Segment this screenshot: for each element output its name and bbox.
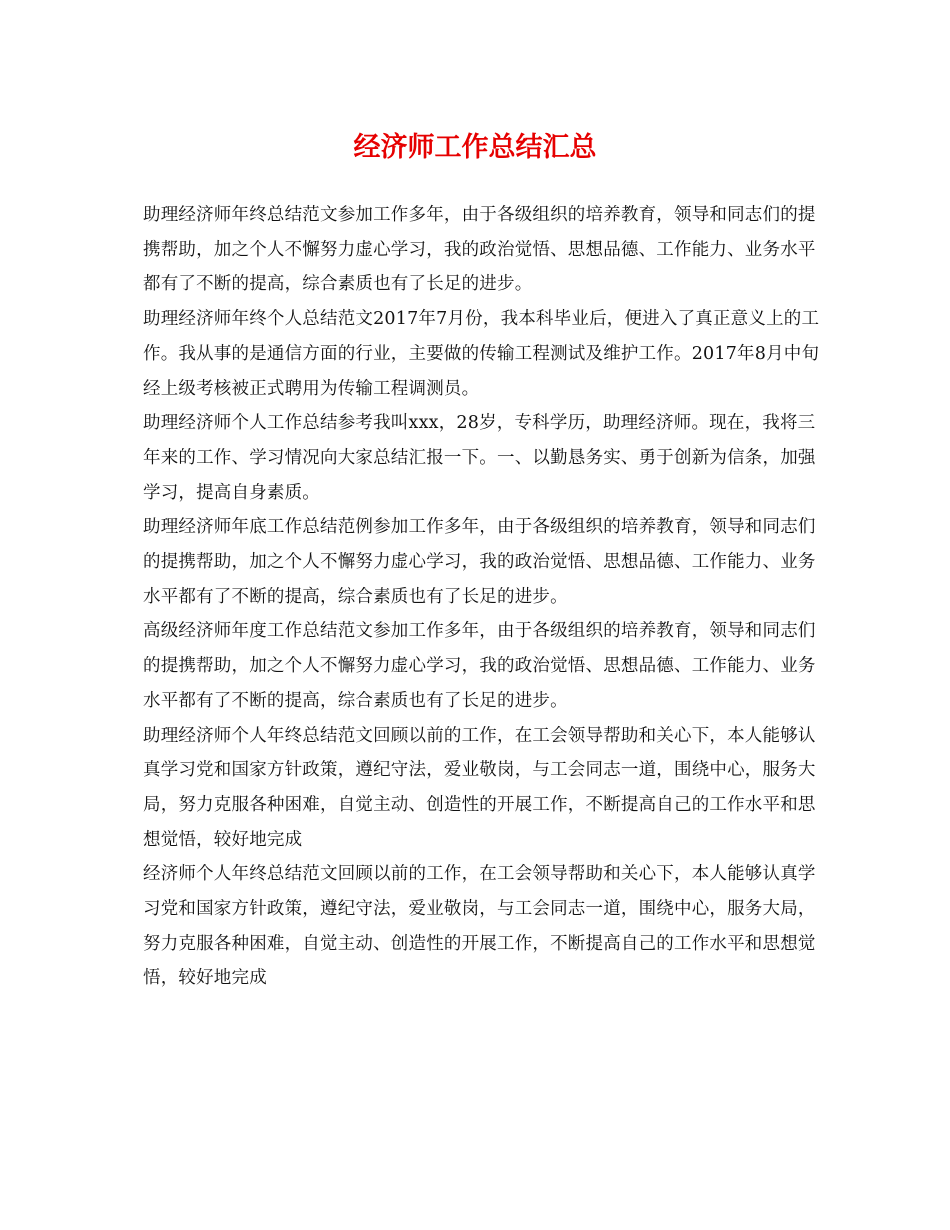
document-title: 经济师工作总结汇总	[353, 132, 597, 163]
paragraph-3: 助理经济师个人工作总结参考我叫xxx，28岁，专科学历，助理经济师。现在，我将三年来的工作、学习情况向大家总结汇报一下。一、以勤恳务实、勇于创新为信条，加强学习，提高自身素质。	[143, 413, 816, 503]
paragraph-7: 经济师个人年终总结范文回顾以前的工作，在工会领导帮助和关心下，本人能够认真学习党和国家方针政策，遵纪守法，爱业敬岗，与工会同志一道，围绕中心，服务大局，努力克服各种困难，自觉主动、创造性的开展工作，不断提高自己的工作水平和思想觉悟，较好地完成	[143, 864, 816, 989]
paragraph-4: 助理经济师年底工作总结范例参加工作多年，由于各级组织的培养教育，领导和同志们的提携帮助，加之个人不懈努力虚心学习，我的政治觉悟、思想品德、工作能力、业务水平都有了不断的提高，综合素质也有了长足的进步。	[143, 517, 816, 607]
paragraph-1: 助理经济师年终总结范文参加工作多年，由于各级组织的培养教育，领导和同志们的提携帮助，加之个人不懈努力虚心学习，我的政治觉悟、思想品德、工作能力、业务水平都有了不断的提高，综合素质也有了长足的进步。	[143, 205, 816, 295]
paragraph-2: 助理经济师年终个人总结范文2017年7月份，我本科毕业后，便进入了真正意义上的工作。我从事的是通信方面的行业，主要做的传输工程测试及维护工作。2017年8月中旬经上级考核被正式聘用为传输工程调测员。	[143, 309, 820, 399]
document-body	[143, 198, 823, 996]
paragraph-5: 高级经济师年度工作总结范文参加工作多年，由于各级组织的培养教育，领导和同志们的提携帮助，加之个人不懈努力虚心学习，我的政治觉悟、思想品德、工作能力、业务水平都有了不断的提高，综合素质也有了长足的进步。	[143, 621, 816, 711]
paragraph-6: 助理经济师个人年终总结范文回顾以前的工作，在工会领导帮助和关心下，本人能够认真学习党和国家方针政策，遵纪守法，爱业敬岗，与工会同志一道，围绕中心，服务大局，努力克服各种困难，自觉主动、创造性的开展工作，不断提高自己的工作水平和思想觉悟，较好地完成	[143, 725, 816, 850]
